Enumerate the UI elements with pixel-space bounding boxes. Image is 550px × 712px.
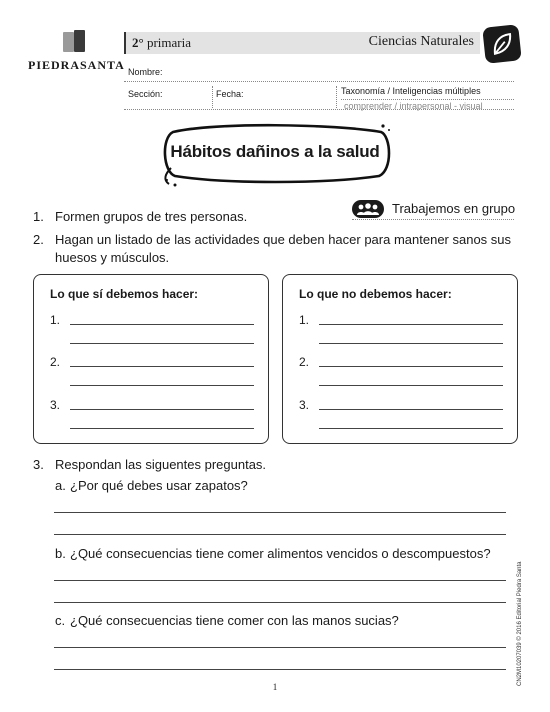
question-b: b. ¿Qué consecuencias tiene comer alimentos vencidos o descompuestos? [55,546,491,561]
answer-line[interactable] [54,602,506,603]
answer-line[interactable] [319,343,503,344]
grade-subject-bar [124,32,480,54]
answer-line[interactable] [319,428,503,429]
answer-line[interactable] [319,385,503,386]
logo-text: PIEDRASANTA [28,58,125,72]
answer-line[interactable] [70,343,254,344]
list-item-number: 1. [50,313,61,327]
instruction-3: 3. Respondan las siguentes preguntas. [33,457,267,472]
fecha-label: Fecha: [216,89,244,99]
answer-line[interactable] [70,428,254,429]
question-c: c. ¿Qué consecuencias tiene comer con las manos sucias? [55,613,399,628]
question-a: a. ¿Por qué debes usar zapatos? [55,478,248,493]
list-item-number: 3. [50,398,61,412]
seccion-label: Sección: [128,89,163,99]
publisher-logo [28,30,125,73]
answer-line[interactable] [54,534,506,535]
answer-line[interactable] [54,580,506,581]
page-number: 1 [272,682,278,692]
grade-label: 2° primaria [132,35,191,50]
answer-line[interactable] [319,366,503,367]
leaf-icon [482,24,522,64]
answer-line[interactable] [70,409,254,410]
nombre-label: Nombre: [128,67,163,77]
subject-title: Ciencias Naturales [368,34,474,49]
nombre-row [124,62,514,82]
group-work-badge [352,200,514,220]
instruction-2: 2. Hagan un listado de las actividades que deben hacer para mantener sanos sus huesos y músculos. [33,232,512,265]
answer-line[interactable] [319,324,503,325]
answer-line[interactable] [70,324,254,325]
answer-line[interactable] [54,512,506,513]
group-work-label: Trabajemos en grupo [392,201,516,216]
taxonomia-sub-label: comprender / intrapersonal - visual [341,99,514,111]
list-item-number: 2. [299,355,310,369]
copyright-note: CN2M10207039 © 2016 Editorial Piedra Santa [517,561,523,686]
title-banner [155,118,395,190]
instruction-1: 1. Formen grupos de tres personas. [33,209,248,224]
do-list-heading: Lo que sí debemos hacer: [50,287,199,301]
do-list-box [33,274,269,444]
taxonomia-label: Taxonomía / Inteligencias múltiples [341,86,481,96]
answer-line[interactable] [70,366,254,367]
answer-line[interactable] [54,669,506,670]
dont-list-heading: Lo que no debemos hacer: [299,287,452,301]
list-item-number: 2. [50,355,61,369]
list-item-number: 1. [299,313,310,327]
answer-line[interactable] [54,647,506,648]
dont-list-box [282,274,518,444]
open-book-icon [61,30,87,54]
seccion-row [124,84,514,110]
page-title: Hábitos dañinos a la salud [170,142,380,161]
list-item-number: 3. [299,398,310,412]
answer-line[interactable] [70,385,254,386]
answer-line[interactable] [319,409,503,410]
